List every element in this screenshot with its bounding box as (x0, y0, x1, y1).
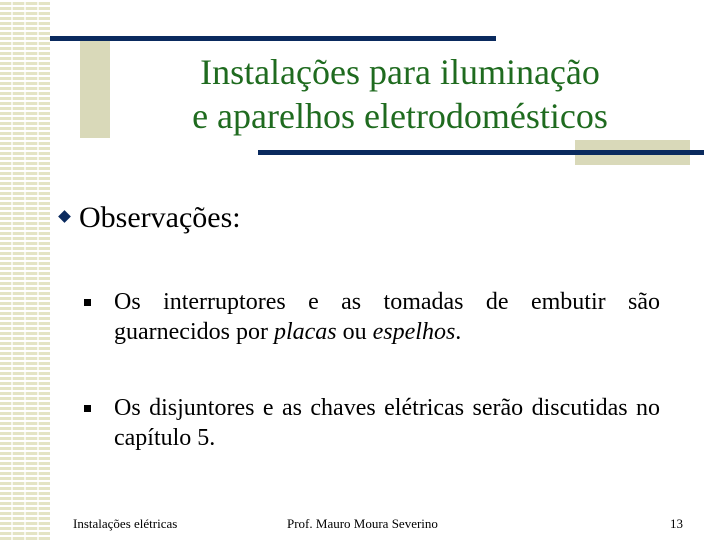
square-bullet-icon (84, 299, 91, 306)
title-decoration-block (80, 38, 110, 138)
main-bullet-label: Observações: (79, 201, 241, 234)
list-item-text: Os disjuntores e as chaves elétricas serão discutidas no capítulo 5. (114, 395, 660, 451)
list-item-text: Os interruptores e as tomadas de embutir são guarnecidos por placas ou espelhos. (114, 289, 660, 345)
slide-title-line-2: e aparelhos eletrodomésticos (192, 96, 608, 136)
diamond-bullet-icon (58, 210, 71, 223)
list-item (84, 287, 660, 347)
slide-title (120, 50, 680, 138)
slide-title-line-1: Instalações para iluminação (200, 52, 600, 92)
title-bottom-rule (258, 150, 704, 155)
footer-left: Instalações elétricas (73, 516, 178, 531)
main-bullet (60, 200, 241, 236)
footer-center: Prof. Mauro Moura Severino (287, 516, 438, 531)
list-item (84, 393, 660, 453)
page-number: 13 (670, 516, 683, 531)
striped-sidebar-decoration (0, 0, 50, 540)
title-top-rule (50, 36, 496, 41)
square-bullet-icon (84, 405, 91, 412)
